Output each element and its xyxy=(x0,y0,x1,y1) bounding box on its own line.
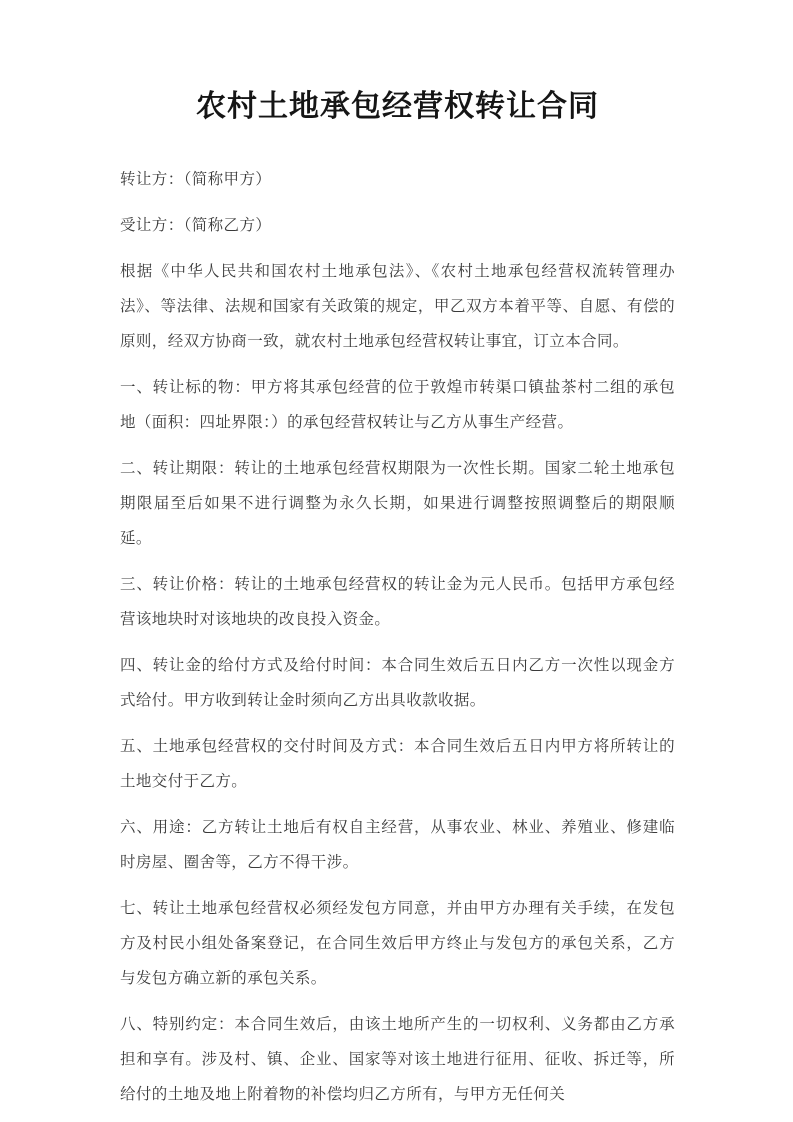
clause-4-payment-method: 四、转让金的给付方式及给付时间：本合同生效后五日内乙方一次性以现金方式给付。甲方收到转让金时须向乙方出具收款收据。 xyxy=(120,657,675,709)
clause-8-special-agreement: 八、特别约定：本合同生效后，由该土地所产生的一切权利、义务都由乙方承担和享有。涉及村、镇、企业、国家等对该土地进行征用、征收、拆迁等，所给付的土地及地上附着物的补偿均归乙方所有，与甲方无任何关 xyxy=(120,1016,675,1103)
party-transferee-line: 受让方：（简称乙方） xyxy=(120,217,272,234)
clause-1-subject-matter: 一、转让标的物：甲方将其承包经营的位于敦煌市转渠口镇盐茶村二组的承包地（面积：四址界限：）的承包经营权转让与乙方从事生产经营。 xyxy=(120,379,675,431)
clause-6-land-usage: 六、用途：乙方转让土地后有权自主经营，从事农业、林业、养殖业、修建临时房屋、圈舍等，乙方不得干涉。 xyxy=(120,819,675,871)
preamble-paragraph: 根据《中华人民共和国农村土地承包法》、《农村土地承包经营权流转管理办法》、等法律、法规和国家有关政策的规定，甲乙双方本着平等、自愿、有偿的原则，经双方协商一致，就农村土地承包经营权转让事宜，订立本合同。 xyxy=(120,263,675,350)
clause-3-transfer-price: 三、转让价格：转让的土地承包经营权的转让金为元人民币。包括甲方承包经营该地块时对该地块的改良投入资金。 xyxy=(120,576,675,628)
clause-5-delivery-time: 五、土地承包经营权的交付时间及方式：本合同生效后五日内甲方将所转让的土地交付于乙方。 xyxy=(120,738,675,790)
clause-7-approval-registration: 七、转让土地承包经营权必须经发包方同意，并由甲方办理有关手续，在发包方及村民小组处备案登记，在合同生效后甲方终止与发包方的承包关系，乙方与发包方确立新的承包关系。 xyxy=(120,900,675,987)
party-transferor-line: 转让方：（简称甲方） xyxy=(120,171,272,188)
clause-2-transfer-term: 二、转让期限：转让的土地承包经营权期限为一次性长期。国家二轮土地承包期限届至后如果不进行调整为永久长期，如果进行调整按照调整后的期限顺延。 xyxy=(120,460,675,547)
document-title: 农村土地承包经营权转让合同 xyxy=(196,90,599,123)
